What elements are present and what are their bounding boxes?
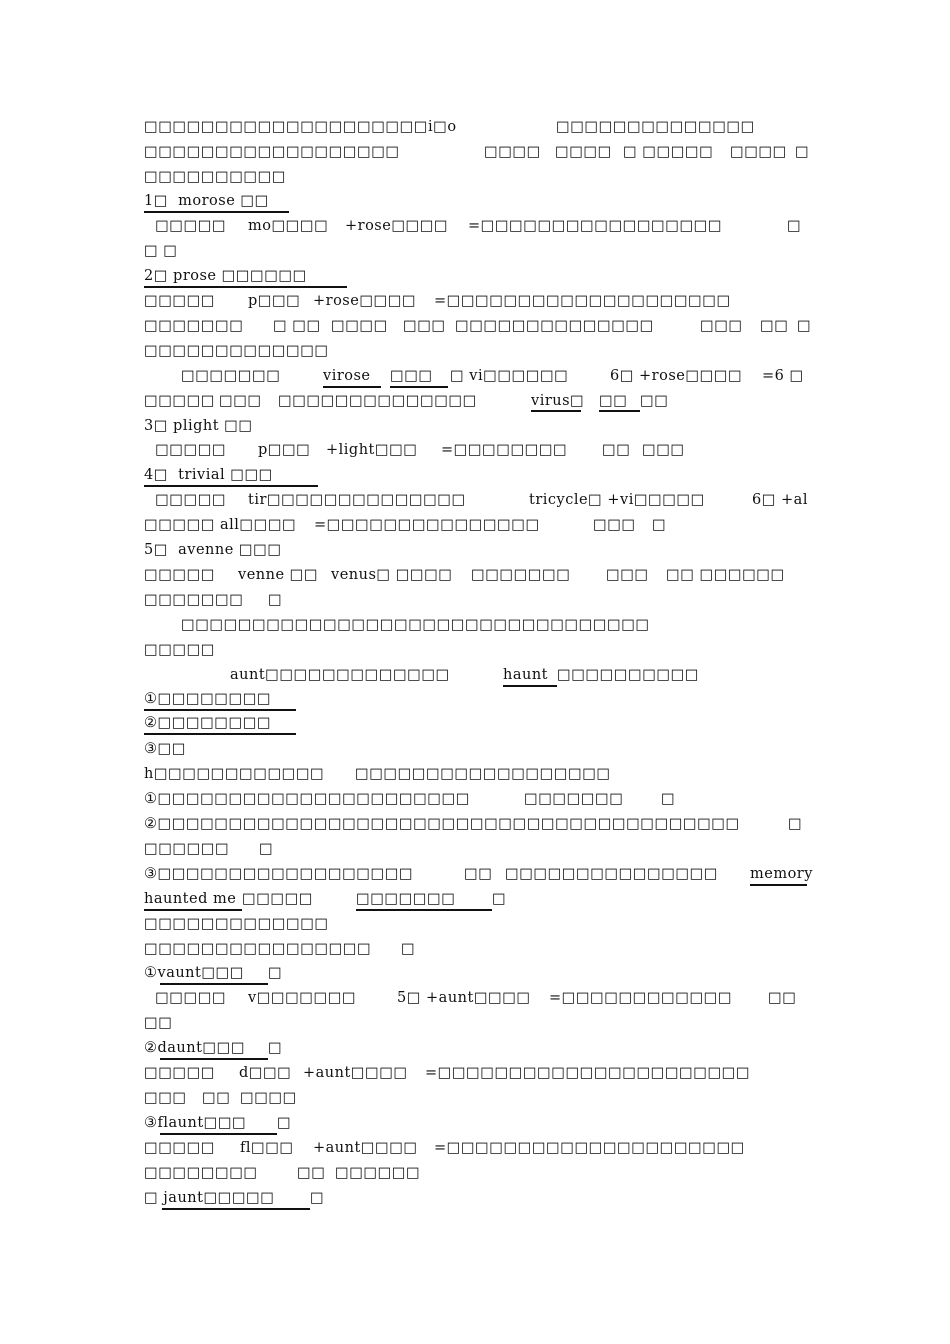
text-line: h□□□□□□□□□□□□ xyxy=(144,766,325,782)
text-line: □□□ xyxy=(219,393,262,409)
text-line: □□□□□ xyxy=(150,492,227,508)
text-line: +aunt□□□□ xyxy=(313,1140,418,1156)
text-line: □□ xyxy=(144,1015,173,1031)
underline xyxy=(750,884,807,886)
text-line: +rose□□□□ xyxy=(345,218,449,234)
underline xyxy=(144,485,318,487)
text-line: □□□□ xyxy=(240,1090,297,1106)
text-line: □ xyxy=(787,218,802,234)
text-line: □□ xyxy=(297,1165,326,1181)
text-line: venus□ □□□□ xyxy=(331,567,453,583)
text-line: venne □□ xyxy=(238,567,319,583)
entry-heading: 5□ avenne □□□ xyxy=(144,542,282,558)
text-line: □□ xyxy=(599,393,628,409)
underline xyxy=(531,410,581,412)
text-line: □□□□□□□□□□□□□□ xyxy=(455,318,654,334)
text-line: =□□□□□□□□□□□□□□□□□□□□ xyxy=(434,293,731,309)
text-line: □□□□□□□□□□□□□□ xyxy=(556,119,755,135)
text-line: mo□□□□ xyxy=(248,218,329,234)
text-line: □□□□ xyxy=(555,144,612,160)
text-line: □□□□□□□ xyxy=(144,318,244,334)
text-line: □ xyxy=(277,1115,292,1131)
text-line: □□ xyxy=(768,990,797,1006)
text-line: =□□□□□□□□ xyxy=(441,442,568,458)
text-line: □□□□□□□ xyxy=(181,368,281,384)
text-line: aunt□□□□□□□□□□□□□ xyxy=(230,667,450,683)
entry-heading: ②daunt□□□ xyxy=(144,1040,246,1056)
text-line: 6□ +rose□□□□ xyxy=(610,368,743,384)
text-line: □□□□□ xyxy=(144,567,215,583)
text-line: =□□□□□□□□□□□□□□□□□ xyxy=(468,218,723,234)
text-line: p□□□ xyxy=(258,442,311,458)
text-line: □ xyxy=(268,965,283,981)
text-line: ③□□□□□□□□□□□□□□□□□□ xyxy=(144,866,414,882)
text-line: =6 □ xyxy=(762,368,804,384)
text-line: ②□□□□□□□□□□□□□□□□□□□□□□□□□□□□□□□□□□□□□□□□□ xyxy=(144,816,740,832)
text-line: □□□□□□□ xyxy=(356,891,456,907)
text-line: □□□□□ xyxy=(144,517,215,533)
text-line: □□□□□□□□□□□□□□□□ xyxy=(144,941,372,957)
entry-heading: 3□ plight □□ xyxy=(144,418,253,434)
text-line: □□□□□□□ xyxy=(144,592,244,608)
text-line: □□□□□□□□□□□□□□□□□□□□i□o xyxy=(144,119,457,135)
text-line: □□□□□ xyxy=(242,891,313,907)
underline xyxy=(160,983,268,985)
text-line: v□□□□□□□ xyxy=(248,990,357,1006)
text-line: virus□ xyxy=(531,393,585,409)
text-line: ①□□□□□□□□□□□□□□□□□□□□□□ xyxy=(144,791,470,807)
text-line: □□ xyxy=(202,1090,231,1106)
entry-heading: 4□ trivial □□□ xyxy=(144,467,273,483)
text-line: □□□□□ xyxy=(150,218,227,234)
text-line: □□□ xyxy=(390,368,433,384)
text-line: □ □ xyxy=(144,243,178,259)
text-line: ②□□□□□□□□ xyxy=(144,715,272,731)
text-line: 6□ +al xyxy=(752,492,808,508)
text-line: □□□□□□□□□□□□□□ xyxy=(278,393,477,409)
text-line: □□□□□□□□□□□□□□□□□□□□□□□□□□□□□□□□□ xyxy=(181,617,650,633)
underline xyxy=(160,1058,268,1060)
text-line: □□□□ xyxy=(730,144,787,160)
text-line: □□□□ xyxy=(484,144,541,160)
underline xyxy=(390,386,448,388)
entry-heading: □ jaunt□□□□□ xyxy=(144,1190,275,1206)
text-line: □ xyxy=(797,318,812,334)
text-line: d□□□ xyxy=(239,1065,292,1081)
text-line: ①□□□□□□□□ xyxy=(144,691,272,707)
text-line: □□□□□□ xyxy=(144,841,230,857)
text-line: □□□□□ xyxy=(150,442,227,458)
text-line: fl□□□ xyxy=(240,1140,294,1156)
text-line: □□□□□□ xyxy=(335,1165,421,1181)
text-line: □□□ xyxy=(144,1090,187,1106)
underline xyxy=(162,1208,310,1210)
text-line: □□□□□□□□□□□□□ xyxy=(144,916,329,932)
text-line: □ xyxy=(795,144,810,160)
underline xyxy=(144,286,347,288)
underline xyxy=(144,211,289,213)
text-line: 5□ +aunt□□□□ xyxy=(397,990,531,1006)
text-line: □□ xyxy=(760,318,789,334)
text-line: □□□□□□□□□□□□□□□□□□ xyxy=(144,144,400,160)
underline xyxy=(144,909,242,911)
text-line: memory xyxy=(750,866,813,882)
text-line: □□□ xyxy=(606,567,649,583)
text-line: +light□□□ xyxy=(326,442,418,458)
text-line: virose xyxy=(323,368,371,384)
text-line: □□□□□ xyxy=(150,990,227,1006)
text-line: □ xyxy=(268,1040,283,1056)
text-line: □ xyxy=(492,891,507,907)
text-line: □ □□ xyxy=(273,318,321,334)
text-line: □ xyxy=(310,1190,325,1206)
text-line: □ □□□□□ xyxy=(623,144,714,160)
underline xyxy=(160,1133,277,1135)
text-line: tir□□□□□□□□□□□□□□ xyxy=(248,492,466,508)
text-line: □□□□□ xyxy=(144,1065,215,1081)
text-line: □□□□□ xyxy=(144,293,215,309)
text-line: =□□□□□□□□□□□□□□□ xyxy=(314,517,540,533)
underline xyxy=(144,709,296,711)
text-line: p□□□ xyxy=(248,293,301,309)
entry-heading: ①vaunt□□□ xyxy=(144,965,244,981)
text-line: □ xyxy=(401,941,416,957)
text-line: all□□□□ xyxy=(220,517,297,533)
text-line: □□□□□□□ xyxy=(471,567,571,583)
text-line: □□□ xyxy=(403,318,446,334)
text-line: □□□□□□□ xyxy=(524,791,624,807)
text-line: +rose□□□□ xyxy=(313,293,417,309)
underline xyxy=(599,410,640,412)
text-line: □□ xyxy=(602,442,631,458)
text-line: □□□□□□□□□□ xyxy=(557,667,699,683)
text-line: □ xyxy=(259,841,274,857)
text-line: □ xyxy=(268,592,283,608)
text-line: =□□□□□□□□□□□□□□□□□□□□□□ xyxy=(425,1065,751,1081)
text-line: □□□□□□□□□□□□□□□□□□ xyxy=(355,766,611,782)
text-line: □□□ xyxy=(642,442,685,458)
text-line: ③□□ xyxy=(144,741,186,757)
text-line: haunted me xyxy=(144,891,237,907)
text-line: =□□□□□□□□□□□□□□□□□□□□□ xyxy=(434,1140,745,1156)
text-line: =□□□□□□□□□□□□ xyxy=(549,990,733,1006)
text-line: □□ □□□□□□ xyxy=(666,567,785,583)
text-line: □□□□□ xyxy=(144,642,215,658)
underline xyxy=(144,733,296,735)
entry-heading: 1□ morose □□ xyxy=(144,193,269,209)
text-line: □□□□ xyxy=(331,318,388,334)
text-line: □□□□□□□□ xyxy=(144,1165,258,1181)
text-line: □□□□□□□□□□□□□ xyxy=(144,343,329,359)
text-line: □□□□□□□□□□ xyxy=(144,169,286,185)
text-line: □□□□□ xyxy=(144,393,215,409)
text-line: □ xyxy=(652,517,667,533)
text-line: □□□□□□□□□□□□□□□ xyxy=(505,866,718,882)
text-line: □□□ xyxy=(700,318,743,334)
text-line: □ vi□□□□□□ xyxy=(450,368,569,384)
text-line: □□ xyxy=(640,393,669,409)
text-line: haunt xyxy=(503,667,548,683)
underline xyxy=(503,685,557,687)
text-line: □□□□□ xyxy=(144,1140,215,1156)
text-line: □□ xyxy=(464,866,493,882)
underline xyxy=(356,909,492,911)
text-line: +aunt□□□□ xyxy=(303,1065,408,1081)
text-line: □ xyxy=(661,791,676,807)
text-line: □ xyxy=(788,816,803,832)
text-line: tricycle□ +vi□□□□□ xyxy=(529,492,705,508)
text-line: □□□ xyxy=(593,517,636,533)
entry-heading: ③flaunt□□□ xyxy=(144,1115,247,1131)
entry-heading: 2□ prose □□□□□□ xyxy=(144,268,307,284)
underline xyxy=(323,386,381,388)
